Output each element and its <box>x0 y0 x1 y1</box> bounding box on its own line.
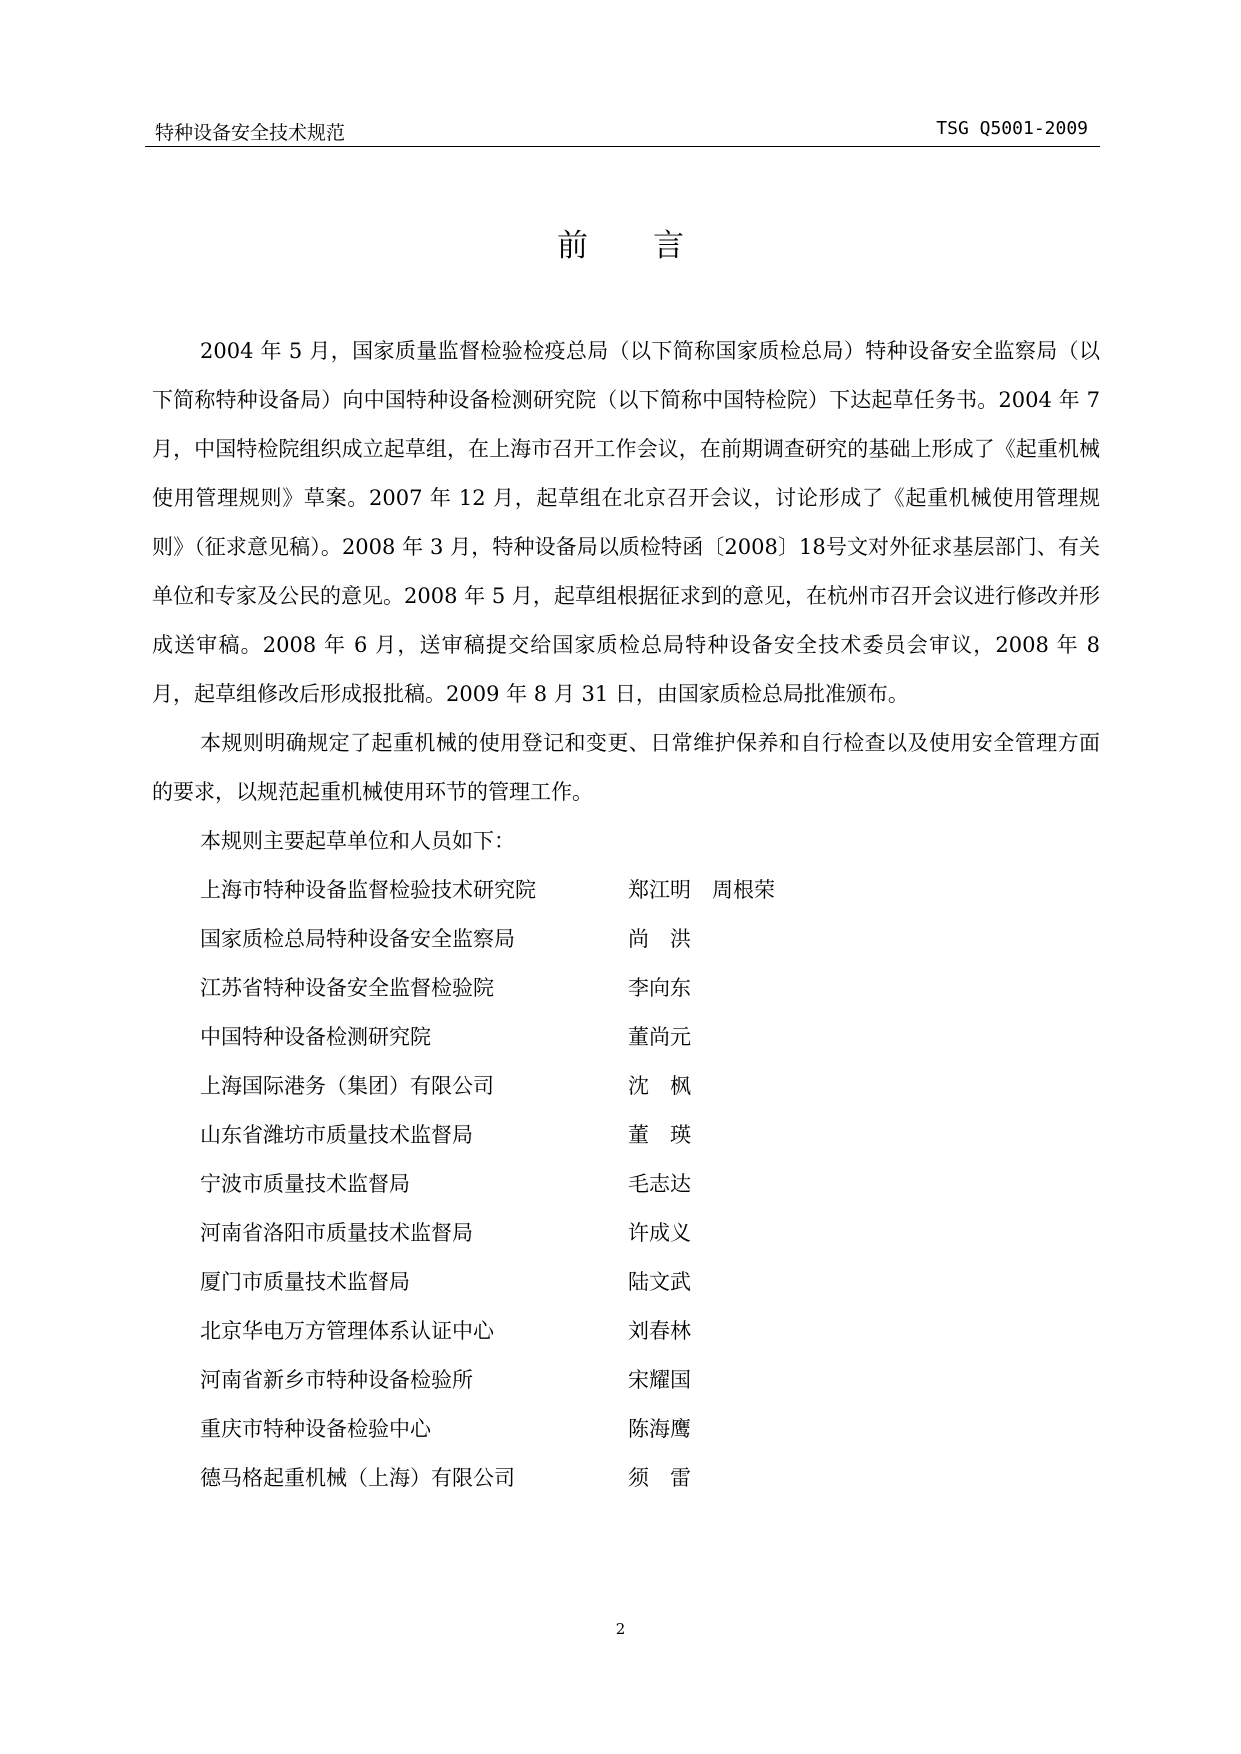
paragraph-history: 2004 年 5 月，国家质量监督检验检疫总局（以下简称国家质检总局）特种设备安全监察局（以下简称特种设备局）向中国特种设备检测研究院（以下简称中国特检院）下达起草任务书。2004 年 7 月，中国特检院组织成立起草组，在上海市召开工作会议，在前期调查研究的基础上形成了《起重机械使用管理规则》草案。2007 年 12 月，起草组在北京召开会议，讨论形成了《起重机械使用管理规则》（征求意见稿）。2008 年 3 月，特种设备局以质检特函〔2008〕18号文对外征求基层部门、有关单位和专家及公民的意见。2008 年 5 月，起草组根据征求到的意见，在杭州市召开会议进行修改并形成送审稿。2008 年 6 月，送审稿提交给国家质检总局特种设备安全技术委员会审议，2008 年 8 月，起草组修改后形成报批稿。2009 年 8 月 31 日，由国家质检总局批准颁布。 <box>152 339 1100 706</box>
drafting-unit: 江苏省特种设备安全监督检验院 <box>200 976 494 1000</box>
drafting-unit: 厦门市质量技术监督局 <box>200 1270 410 1294</box>
page-number: 2 <box>615 1620 626 1638</box>
list-item <box>152 1062 1100 1111</box>
list-item <box>152 1307 1100 1356</box>
running-header <box>145 114 1100 147</box>
drafter-names: 刘春林 <box>628 1319 691 1343</box>
drafting-unit: 宁波市质量技术监督局 <box>200 1172 410 1196</box>
list-item <box>152 1209 1100 1258</box>
drafting-unit: 上海国际港务（集团）有限公司 <box>200 1074 494 1098</box>
drafter-names: 陆文武 <box>628 1270 691 1294</box>
drafter-names: 宋耀国 <box>628 1368 691 1392</box>
drafter-names: 郑江明 周根荣 <box>628 878 775 902</box>
drafter-names: 董尚元 <box>628 1025 691 1049</box>
drafter-names: 董 瑛 <box>628 1123 691 1147</box>
drafter-names: 许成义 <box>628 1221 691 1245</box>
drafters-list <box>152 866 1100 1503</box>
drafting-unit: 山东省潍坊市质量技术监督局 <box>200 1123 473 1147</box>
document-body <box>152 327 1100 1503</box>
page-title: 前言 <box>557 228 749 264</box>
header-standard-code: TSG Q5001-2009 <box>936 118 1088 139</box>
paragraph-scope: 本规则明确规定了起重机械的使用登记和变更、日常维护保养和自行检查以及使用安全管理方面的要求，以规范起重机械使用环节的管理工作。 <box>152 731 1100 804</box>
list-item <box>152 1454 1100 1503</box>
list-item <box>152 1013 1100 1062</box>
header-series-title: 特种设备安全技术规范 <box>155 122 346 144</box>
list-item <box>152 915 1100 964</box>
drafting-unit: 重庆市特种设备检验中心 <box>200 1417 431 1441</box>
drafting-unit: 河南省新乡市特种设备检验所 <box>200 1368 473 1392</box>
drafting-unit: 北京华电万方管理体系认证中心 <box>200 1319 494 1343</box>
drafter-names: 李向东 <box>628 976 691 1000</box>
list-item <box>152 1111 1100 1160</box>
list-item <box>152 1356 1100 1405</box>
drafting-unit: 国家质检总局特种设备安全监察局 <box>200 927 515 951</box>
drafter-names: 须 雷 <box>628 1466 691 1490</box>
list-item <box>152 1258 1100 1307</box>
drafting-unit: 德马格起重机械（上海）有限公司 <box>200 1466 515 1490</box>
drafter-names: 尚 洪 <box>628 927 691 951</box>
drafting-unit: 河南省洛阳市质量技术监督局 <box>200 1221 473 1245</box>
drafter-names: 沈 枫 <box>628 1074 691 1098</box>
drafter-names: 毛志达 <box>628 1172 691 1196</box>
list-item <box>152 1160 1100 1209</box>
drafter-names: 陈海鹰 <box>628 1417 691 1441</box>
paragraph-drafters-intro: 本规则主要起草单位和人员如下： <box>200 829 515 853</box>
list-item <box>152 964 1100 1013</box>
drafting-unit: 中国特种设备检测研究院 <box>200 1025 431 1049</box>
list-item <box>152 866 1100 915</box>
drafting-unit: 上海市特种设备监督检验技术研究院 <box>200 878 536 902</box>
list-item <box>152 1405 1100 1454</box>
